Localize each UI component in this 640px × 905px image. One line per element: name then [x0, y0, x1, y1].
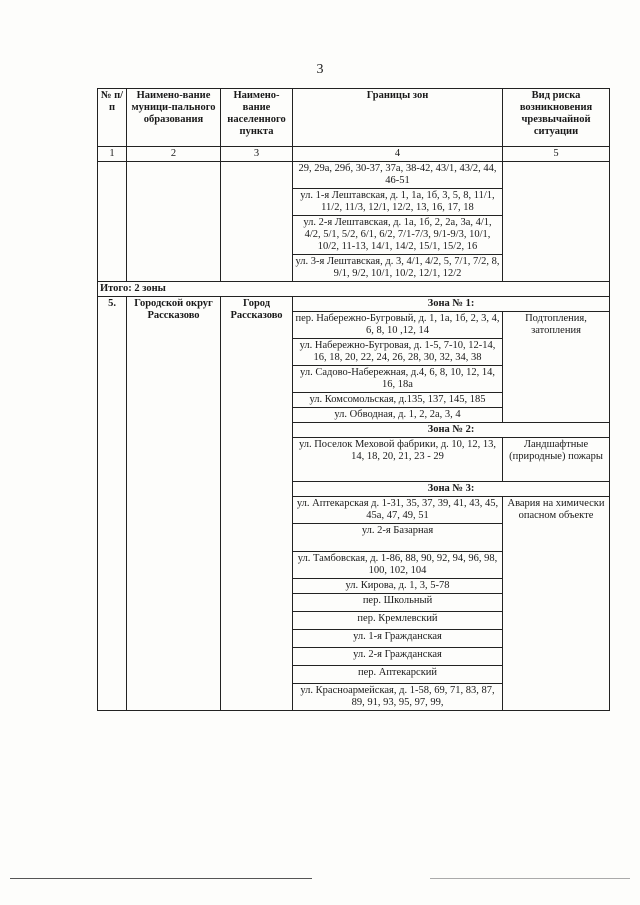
- header-zone-boundaries: Границы зон: [293, 89, 503, 147]
- zone-street: ул. Поселок Меховой фабрики, д. 10, 12, 13, 14, 18, 20, 21, 23 - 29: [293, 438, 503, 482]
- zone-street: ул. 2-я Гражданская: [293, 648, 503, 666]
- zone-street: ул. 2-я Базарная: [293, 524, 503, 552]
- zone-title: Зона № 1:: [293, 297, 610, 312]
- col-index: 1: [98, 147, 127, 162]
- header-risk-type: Вид риска возникновения чрезвычайной ситуации: [503, 89, 610, 147]
- table-row: [98, 162, 610, 189]
- header-municipality: Наимено-вание муници-пального образования: [127, 89, 221, 147]
- zone-street: ул. Кирова, д. 1, 3, 5-78: [293, 579, 503, 594]
- settlement-name: Город Рассказово: [221, 297, 293, 711]
- footer-divider: [430, 878, 630, 879]
- risk-type: Подтопления, затопления: [503, 312, 610, 423]
- zone-boundary-cell: ул. 1-я Лештавская, д. 1, 1а, 1б, 3, 5, 8, 11/1, 11/2, 11/3, 12/1, 12/2, 13, 16, 17, 18: [293, 189, 503, 216]
- risk-type: Авария на химически опасном объекте: [503, 497, 610, 711]
- table-row: [98, 297, 610, 312]
- zone-street: ул. 1-я Гражданская: [293, 630, 503, 648]
- header-row: [98, 89, 610, 147]
- total-row: [98, 282, 610, 297]
- zones-table: [97, 88, 610, 711]
- total-text: Итого: 2 зоны: [98, 282, 610, 297]
- zone-street: ул. Обводная, д. 1, 2, 2а, 3, 4: [293, 408, 503, 423]
- zone-boundary-cell: 29, 29а, 29б, 30-37, 37а, 38-42, 43/1, 43/2, 44, 46-51: [293, 162, 503, 189]
- col-index: 5: [503, 147, 610, 162]
- zone-boundary-cell: ул. 3-я Лештавская, д. 3, 4/1, 4/2, 5, 7/1, 7/2, 8, 9/1, 9/2, 10/1, 10/2, 12/1, 12/2: [293, 255, 503, 282]
- zone-street: ул. Тамбовская, д. 1-86, 88, 90, 92, 94, 96, 98, 100, 102, 104: [293, 552, 503, 579]
- col-index: 2: [127, 147, 221, 162]
- footer-divider: [10, 878, 312, 879]
- risk-type: Ландшафтные (природные) пожары: [503, 438, 610, 482]
- zone-street: ул. Красноармейская, д. 1-58, 69, 71, 83, 87, 89, 91, 93, 95, 97, 99,: [293, 684, 503, 711]
- zone-street: ул. Аптекарская д. 1-31, 35, 37, 39, 41, 43, 45, 45а, 47, 49, 51: [293, 497, 503, 524]
- page-number: 3: [316, 62, 324, 77]
- zone-street: пер. Набережно-Бугровый, д. 1, 1а, 1б, 2, 3, 4, 6, 8, 10 ,12, 14: [293, 312, 503, 339]
- zone-street: пер. Кремлевский: [293, 612, 503, 630]
- zone-street: пер. Аптекарский: [293, 666, 503, 684]
- zone-street: ул. Набережно-Бугровая, д. 1-5, 7-10, 12-14, 16, 18, 20, 22, 24, 26, 28, 30, 32, 34, 38: [293, 339, 503, 366]
- header-number: № п/п: [98, 89, 127, 147]
- zone-street: ул. Садово-Набережная, д.4, 6, 8, 10, 12, 14, 16, 18а: [293, 366, 503, 393]
- zone-title: Зона № 3:: [293, 482, 610, 497]
- zone-boundary-cell: ул. 2-я Лештавская, д. 1а, 1б, 2, 2а, 3а, 4/1, 4/2, 5/1, 5/2, 6/1, 6/2, 7/1-7/3, 9/1-9/3, 10/1, 10/2, 11-13, 14/1, 14/2, 15/1, 15/2, 16: [293, 216, 503, 255]
- zone-street: пер. Школьный: [293, 594, 503, 612]
- zone-title: Зона № 2:: [293, 423, 610, 438]
- col-index: 4: [293, 147, 503, 162]
- zone-street: ул. Комсомольская, д.135, 137, 145, 185: [293, 393, 503, 408]
- row-number: 5.: [98, 297, 127, 711]
- header-settlement: Наимено-вание населенного пункта: [221, 89, 293, 147]
- col-index: 3: [221, 147, 293, 162]
- municipality-name: Городской округ Рассказово: [127, 297, 221, 711]
- column-index-row: [98, 147, 610, 162]
